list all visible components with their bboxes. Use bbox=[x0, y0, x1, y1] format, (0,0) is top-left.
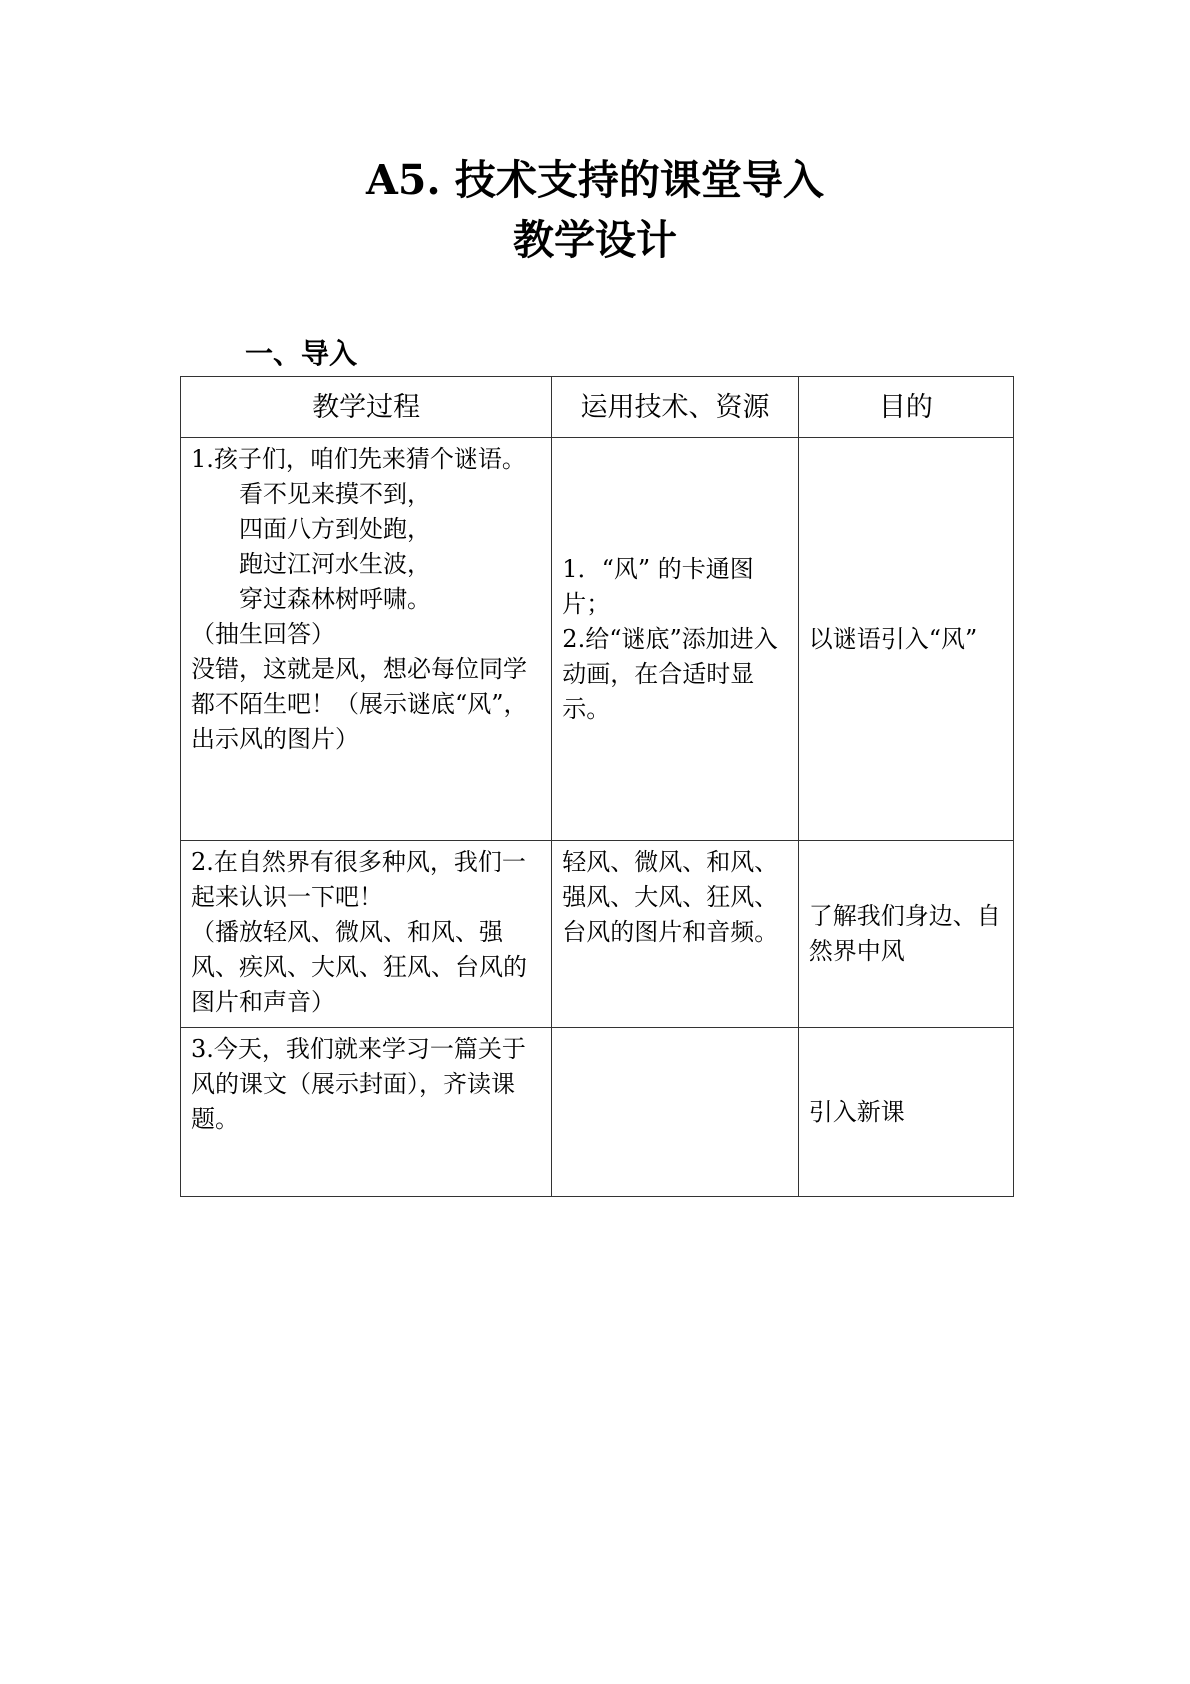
purpose-cell bbox=[798, 438, 1013, 841]
riddle-line: 跑过江河水生波， bbox=[239, 550, 431, 578]
process-note: （抽生回答） bbox=[191, 620, 335, 648]
resources-cell bbox=[552, 438, 798, 841]
purpose-cell bbox=[798, 841, 1013, 1028]
title-line-1: A5. 技术支持的课堂导入 bbox=[366, 156, 824, 204]
process-text: 3.今天，我们就来学习一篇关于风的课文（展示封面），齐读课题。 bbox=[191, 1035, 526, 1133]
resource-item: 2.给“谜底”添加进入动画，在合适时显示。 bbox=[562, 624, 778, 723]
lesson-plan-table bbox=[180, 376, 1014, 1197]
purpose-cell bbox=[798, 1028, 1013, 1197]
header-resources: 运用技术、资源 bbox=[552, 377, 798, 438]
purpose-text: 以谜语引入“风” bbox=[808, 624, 978, 653]
process-cell bbox=[181, 438, 552, 841]
header-process: 教学过程 bbox=[181, 377, 552, 438]
process-intro: 1.孩子们，咱们先来猜个谜语。 bbox=[191, 445, 526, 473]
title-line-2: 教学设计 bbox=[513, 216, 677, 264]
riddle-line: 看不见来摸不到， bbox=[239, 480, 431, 508]
resource-item: 1．“风” 的卡通图片； bbox=[562, 554, 754, 618]
document-title bbox=[0, 150, 1190, 270]
process-cell bbox=[181, 841, 552, 1028]
process-text: 2.在自然界有很多种风，我们一起来认识一下吧！ bbox=[191, 848, 526, 911]
process-outro: 没错，这就是风，想必每位同学都不陌生吧！（展示谜底“风”，出示风的图片） bbox=[191, 655, 528, 753]
resource-item: 轻风、微风、和风、强风、大风、狂风、台风的图片和音频。 bbox=[562, 848, 779, 946]
header-purpose: 目的 bbox=[798, 377, 1013, 438]
process-cell bbox=[181, 1028, 552, 1197]
purpose-text: 了解我们身边、自然界中风 bbox=[808, 902, 1001, 965]
riddle-line: 穿过森林树呼啸。 bbox=[239, 585, 431, 613]
purpose-text: 引入新课 bbox=[808, 1097, 905, 1126]
table-header-row bbox=[181, 377, 1014, 438]
resources-cell bbox=[552, 841, 798, 1028]
table-row bbox=[181, 841, 1014, 1028]
resources-cell bbox=[552, 1028, 798, 1197]
table-row bbox=[181, 1028, 1014, 1197]
process-note: （播放轻风、微风、和风、强风、疾风、大风、狂风、台风的图片和声音） bbox=[191, 918, 527, 1016]
riddle-line: 四面八方到处跑， bbox=[239, 515, 431, 543]
section-heading: 一、导入 bbox=[245, 337, 358, 370]
table-row bbox=[181, 438, 1014, 841]
